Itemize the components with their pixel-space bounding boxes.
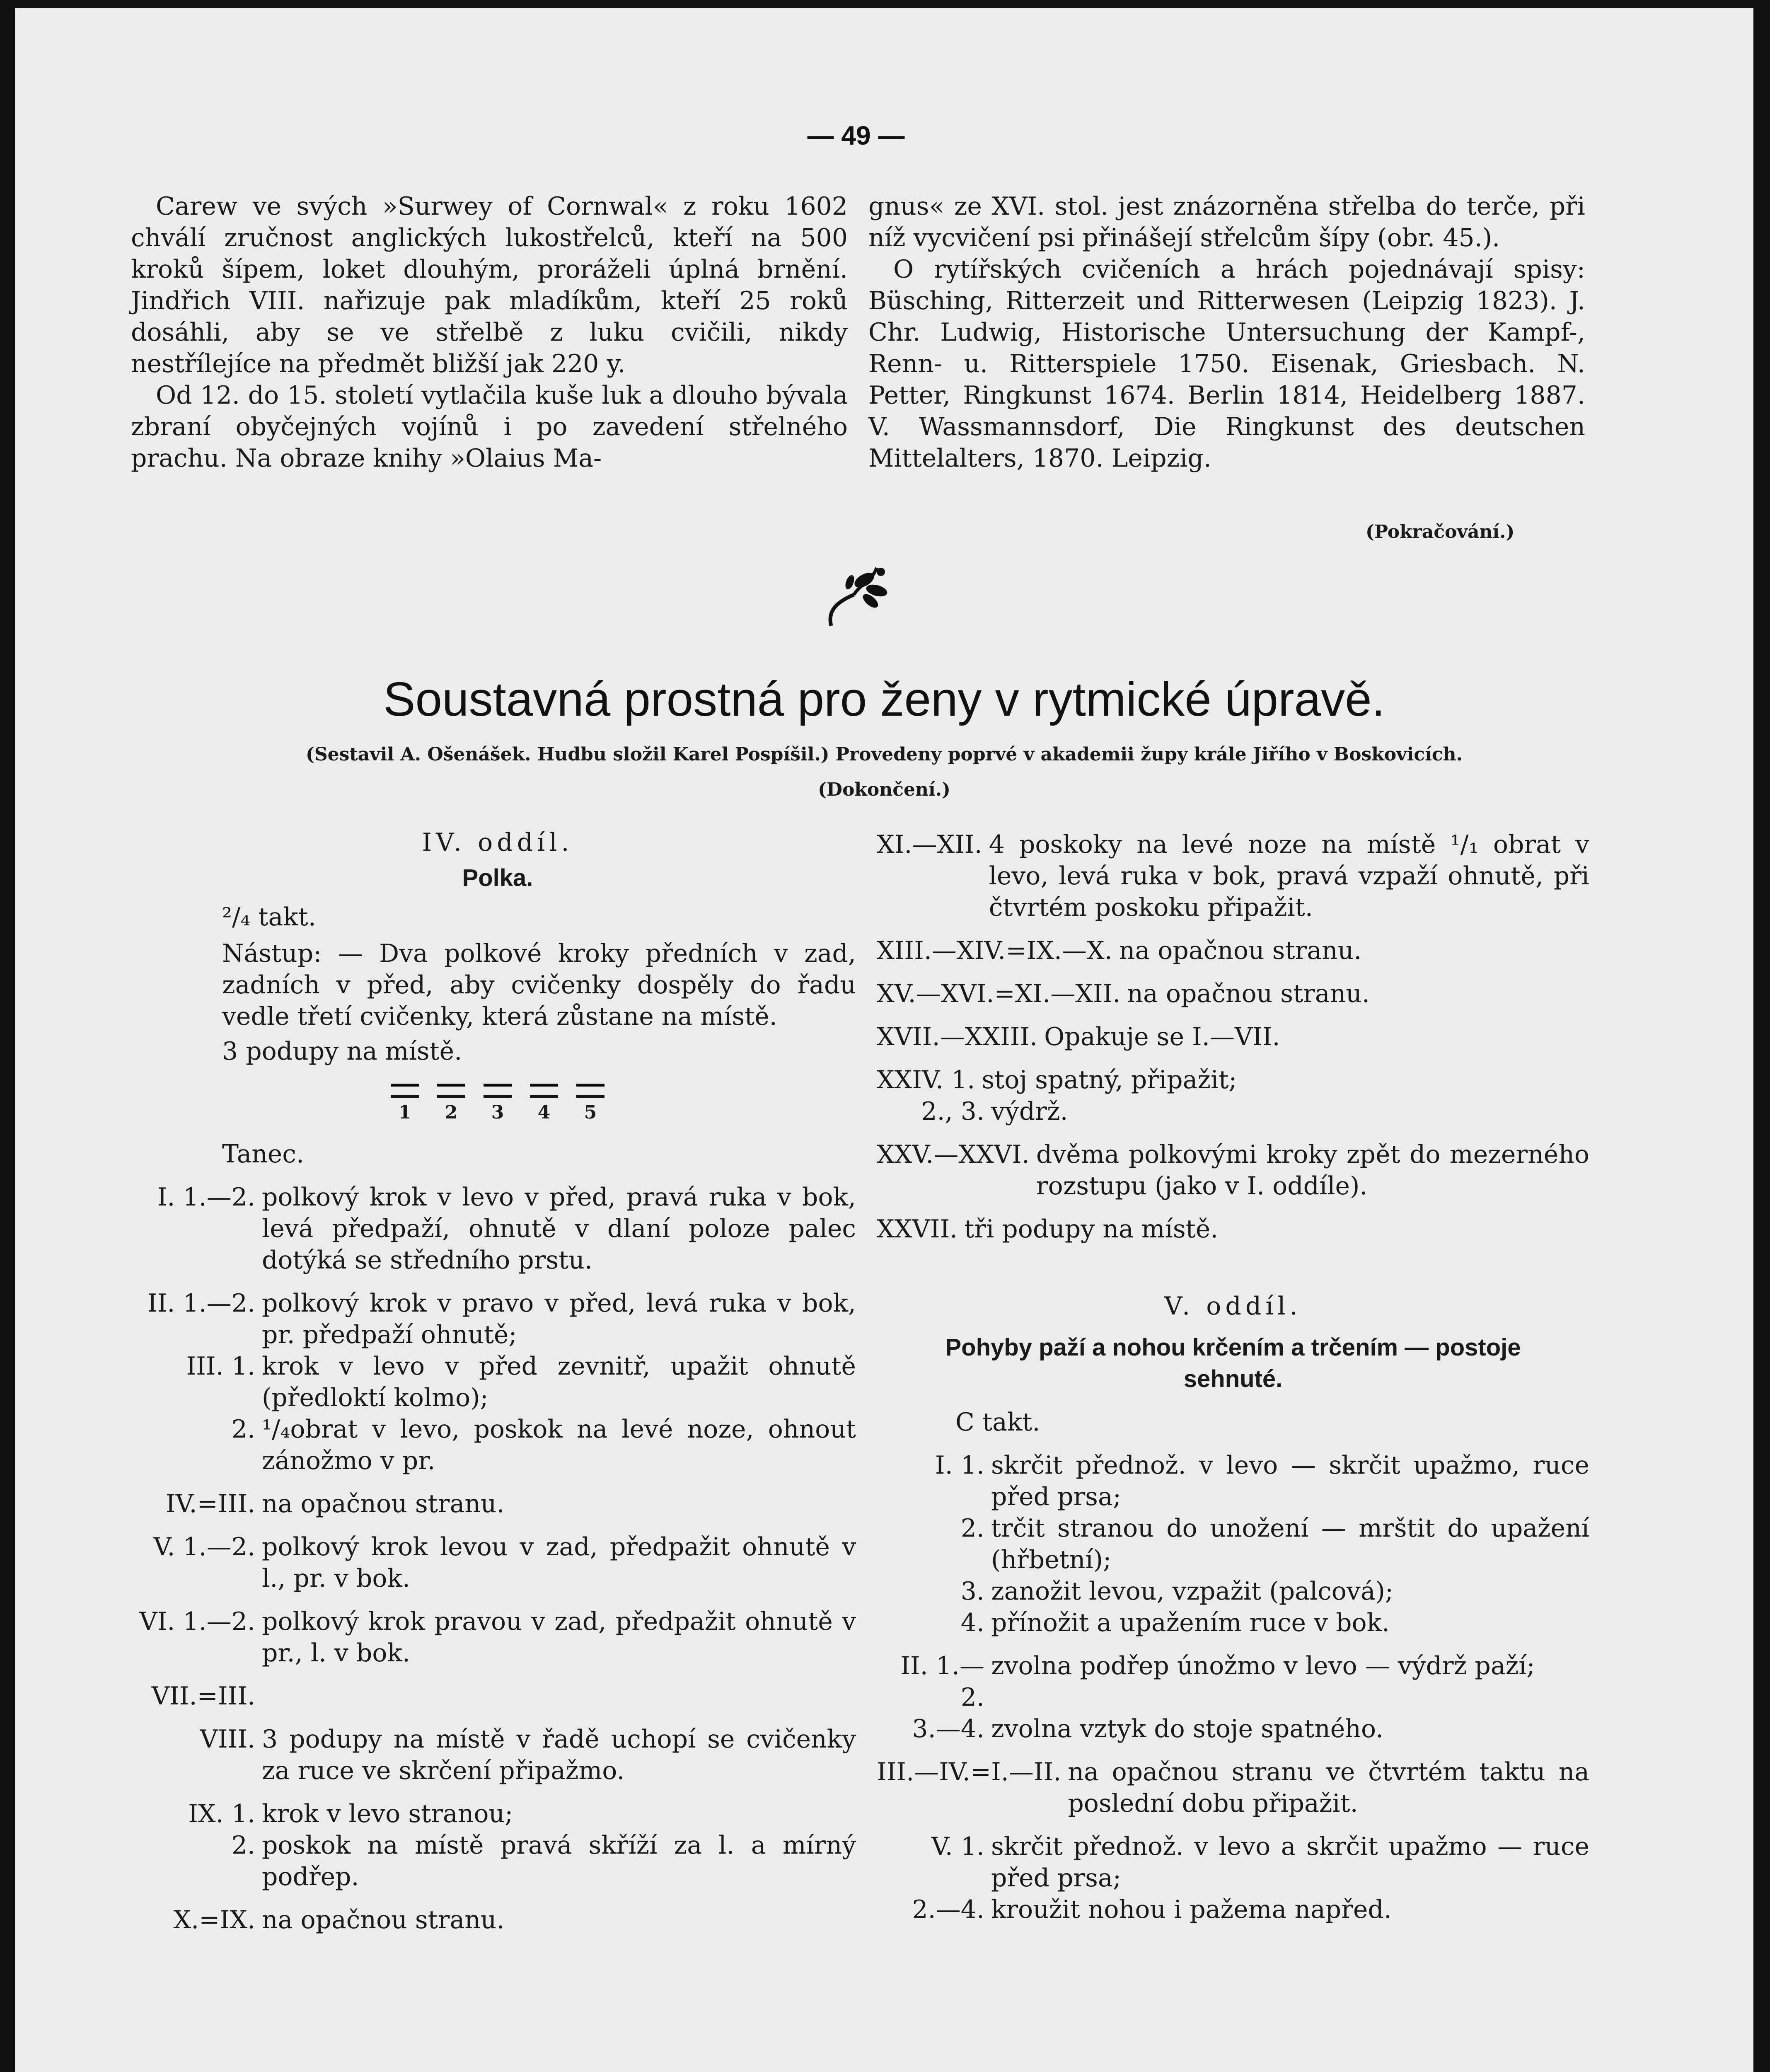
exercise-item: IX. 1. krok v levo stranou;: [188, 1799, 513, 1828]
exercise-item: 2.—4. kroužit nohou i pažema napřed.: [912, 1895, 1392, 1924]
paragraph: Od 12. do 15. století vytlačila kuše luk a dlouho bývala zbraní obyčejných vojínů i po zavedení střelného prachu. Na obraze knihy »Olaius Ma-: [131, 381, 848, 473]
nastup-text: Nástup: — Dva polkové kroky předních v zad, zadních v před, aby cvičenky dospěly do řadu vedle třetí cvičenky, která zůstane na místě.: [222, 939, 856, 1031]
tanec-label: Tanec.: [222, 1140, 304, 1169]
page: [15, 8, 1753, 2072]
exercise-item: XXV.—XXVI. dvěma polkovými kroky zpět do mezerného rozstupu (jako v I. oddíle).: [877, 1140, 1589, 1201]
step-mark: 3: [484, 1084, 512, 1122]
exercise-item: 3.—4. zvolna vztyk do stoje spatného.: [912, 1714, 1384, 1743]
exercise-item: IV.=III. na opačnou stranu.: [165, 1489, 505, 1518]
paragraph: gnus« ze XVI. stol. jest znázorněna střelba do terče, při níž vycvičení psi přinášejí střelcům šípy (obr. 45.).: [868, 192, 1585, 252]
exercise-item: 2. ¹/₄obrat v levo, poskok na levé noze, ohnout zánožmo v pr.: [231, 1415, 856, 1475]
exercise-item: I. 1.—2. polkový krok v levo v před, pravá ruka v bok, levá předpaží, ohnutě v dlaní poloze palec dotýká se středního prstu.: [157, 1183, 856, 1275]
section-heading: V. oddíl.: [1164, 1292, 1302, 1321]
top-right-column: [868, 191, 1585, 474]
podupy-text: 3 podupy na místě.: [222, 1037, 462, 1066]
time-signature: ²/₄ takt.: [222, 903, 316, 932]
exercise-item: XXVII. tři podupy na místě.: [877, 1215, 1219, 1244]
exercise-item: XXIV. 1. stoj spatný, připažit;: [877, 1065, 1237, 1094]
exercise-item: II. 1.—2. polkový krok v pravo v před, levá ruka v bok, pr. předpaží ohnutě;: [147, 1289, 856, 1349]
exercise-item: 3. zanožit levou, vzpažit (palcová);: [960, 1577, 1394, 1606]
exercise-item: V. 1.—2. polkový krok levou v zad, předpažit ohnutě v l., pr. v bok.: [153, 1532, 856, 1593]
step-mark: 5: [576, 1084, 605, 1122]
exercise-item: X.=IX. na opačnou stranu.: [173, 1905, 505, 1934]
exercise-item: III.—IV.=I.—II. na opačnou stranu ve čtvrtém taktu na poslední dobu připažit.: [877, 1757, 1589, 1818]
exercise-item: XVII.—XXIII. Opakuje se I.—VII.: [877, 1022, 1280, 1051]
time-signature: C takt.: [955, 1408, 1040, 1437]
step-mark: 4: [530, 1084, 558, 1122]
step-mark: 2: [437, 1084, 465, 1122]
exercise-item: VIII. 3 podupy na místě v řadě uchopí se cvičenky za ruce ve skrčení připažmo.: [200, 1725, 856, 1785]
subsection-heading: Pohyby paží a nohou krčením a trčením — postoje sehnuté.: [945, 1334, 1521, 1392]
exercise-item: 2. trčit stranou do unožení — mrštit do upažení (hřbetní);: [960, 1514, 1589, 1574]
article-title: Soustavná prostná pro ženy v rytmické úpravě.: [383, 672, 1385, 726]
exercise-item: XI.—XII. 4 poskoky na levé noze na místě ¹/₁ obrat v levo, levá ruka v bok, pravá vzpaží ohnutě, při čtvrtém poskoku připažit.: [877, 830, 1589, 922]
page-number: — 49 —: [807, 121, 905, 150]
paragraph: Carew ve svých »Surwey of Cornwal« z roku 1602 chválí zručnost anglických lukostřelců, kteří na 500 kroků šípem, loket dlouhým, proráželi úplná brnění. Jindřich VIII. nařizuje pak mladíkům, kteří 25 roků dosáhli, aby se ve střelbě z luku cvičili, nikdy nestřílejíce na předmět bližší jak 220 y.: [131, 192, 848, 378]
step-marks: [139, 1084, 856, 1122]
exercise-item: 4. přínožit a upažením ruce v bok.: [960, 1608, 1390, 1637]
exercise-item: XIII.—XIV.=IX.—X. na opačnou stranu.: [877, 936, 1362, 965]
exercise-item: III. 1. krok v levo v před zevnitř, upažit ohnutě (předloktí kolmo);: [186, 1352, 856, 1412]
exercise-item: II. 1.—2. zvolna podřep únožmo v levo — výdrž paží;: [900, 1651, 1535, 1712]
exercise-item: XV.—XVI.=XI.—XII. na opačnou stranu.: [877, 979, 1370, 1008]
flower-ornament-icon: [815, 555, 897, 634]
continued-note: (Pokračování.): [1366, 521, 1515, 542]
exercise-item: 2., 3. výdrž.: [921, 1097, 1068, 1126]
exercise-item: VII.=III.: [151, 1682, 255, 1711]
exercise-item: I. 1. skrčit přednož. v levo — skrčit upažmo, ruce před prsa;: [935, 1451, 1589, 1511]
exercise-left-column: [139, 827, 856, 1936]
exercise-item: V. 1. skrčit přednož. v levo a skrčit upažmo — ruce před prsa;: [931, 1832, 1589, 1893]
top-left-column: [131, 191, 848, 474]
article-subtitle: (Sestavil A. Ošenášek. Hudbu složil Karel Pospíšil.) Provedeny poprvé v akademii župy krále Jiřího v Boskovicích.: [306, 744, 1463, 765]
exercise-item: 2. poskok na místě pravá skříží za l. a mírný podřep.: [231, 1831, 856, 1891]
exercise-item: VI. 1.—2. polkový krok pravou v zad, předpažit ohnutě v pr., l. v bok.: [139, 1607, 856, 1668]
exercise-right-column: [877, 829, 1589, 1925]
paragraph: O rytířských cvičeních a hrách pojednávají spisy: Büsching, Ritterzeit und Ritterwesen (Leipzig 1823). J. Chr. Ludwig, Historische Untersuchung der Kampf-, Renn- u. Ritterspiele 1750. Eisenak, Griesbach. N. Petter, Ringkunst 1674. Berlin 1814, Heidelberg 1887. V. Wassmannsdorf, Die Ringkunst des deutschen Mittelalters, 1870. Leipzig.: [868, 255, 1585, 473]
concluded-note: (Dokončení.): [818, 779, 950, 800]
section-heading: IV. oddíl.: [422, 828, 573, 857]
subsection-heading: Polka.: [462, 864, 533, 891]
step-mark: 1: [391, 1084, 419, 1122]
